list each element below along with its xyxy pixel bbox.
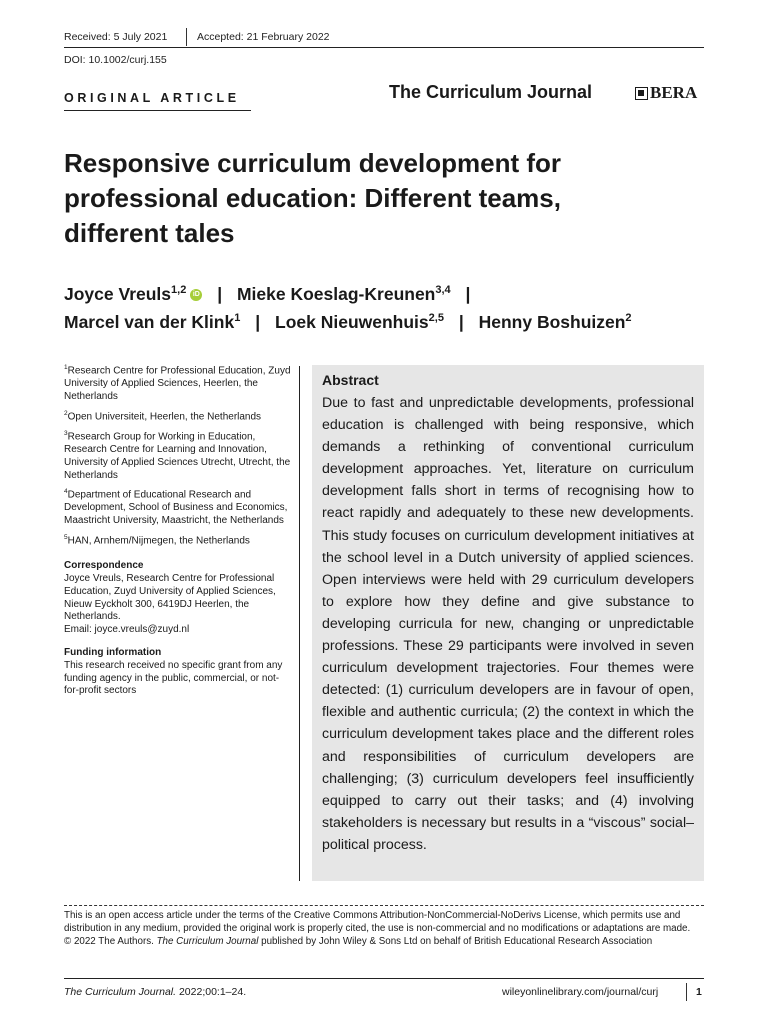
license-text: This is an open access article under the terms of the Creative Commons Attribution-NonCommercial-NoDerivs License, which permits use and distribution in any medium, provided the original work is properly cited, the use is non-commercial and no modifications or adaptations are made. xyxy=(64,910,691,934)
license-block xyxy=(64,909,704,948)
author-affil-ref: 1,2 xyxy=(171,284,187,296)
abstract-body: Due to fast and unpredictable developments, professional education is challenged with being responsive, which demands a rethinking of conventional curriculum development approaches. Yet, literature on curriculum development falls short in terms of recognising how to react rapidly and adequately to these new developments. This study focuses on curriculum development initiatives at the school level in a Dutch university of applied sciences. Open interviews were held with 29 curriculum developers to explore how they define and give substance to developing curricula for new, changing or unpredictable professions. These 29 participants were involved in seven curriculum development trajectories. Four themes were detected: (1) curriculum developers are in favour of open, flexible and authentic curricula; (2) the context in which the curriculum development takes place and the different roles and responsibilities of curriculum developers are challenging; (3) curriculum developers feel insufficiently equipped to carry out their tasks; and (4) involving stakeholders is necessary but results in a “viscous” social–political process. xyxy=(322,395,694,853)
authors-line-2 xyxy=(64,307,632,333)
affiliation-number: 3 xyxy=(64,429,68,437)
author-name[interactable]: Henny Boshuizen xyxy=(478,311,626,332)
author-separator: | xyxy=(458,311,464,332)
header-rule xyxy=(64,47,704,48)
author-name[interactable]: Joyce Vreuls xyxy=(64,283,172,304)
affiliation-item xyxy=(64,362,294,404)
affiliation-number: 5 xyxy=(64,534,68,542)
affiliation-text: Department of Educational Research and Development, School of Business and Economics, Maastricht University, Maastricht, the Netherlands xyxy=(64,489,288,527)
correspondence-text: Joyce Vreuls, Research Centre for Professional Education, Zuyd University of Applied Sciences, Nieuw Eyckholt 300, 6419DJ Heerlen, the Netherlands. xyxy=(64,573,276,623)
author-name[interactable]: Mieke Koeslag-Kreunen xyxy=(236,283,436,304)
author-separator: | xyxy=(255,311,261,332)
bera-mark-icon xyxy=(635,87,648,100)
citation-details: 2022;00:1–24. xyxy=(178,986,247,998)
affiliation-item xyxy=(64,486,294,528)
affiliation-item xyxy=(64,428,294,483)
affiliation-text: HAN, Arnhem/Nijmegen, the Netherlands xyxy=(67,535,250,547)
author-affil-ref: 3,4 xyxy=(435,284,451,296)
bera-logo-text: BERA xyxy=(650,83,698,102)
footer-rule xyxy=(64,978,704,979)
page-number: 1 xyxy=(696,986,702,998)
header-separator xyxy=(186,28,187,46)
orcid-icon[interactable]: iD xyxy=(190,289,202,301)
author-affil-ref: 2 xyxy=(625,312,632,324)
accepted-date: Accepted: 21 February 2022 xyxy=(197,31,330,43)
affiliation-number: 4 xyxy=(64,488,68,496)
funding-text: This research received no specific grant from any funding agency in the public, commercial, or not-for-profit sectors xyxy=(64,659,283,697)
author-separator: | xyxy=(465,283,471,304)
copyright-journal: The Curriculum Journal xyxy=(156,936,259,947)
author-affil-ref: 2,5 xyxy=(428,312,444,324)
author-name[interactable]: Loek Nieuwenhuis xyxy=(275,311,429,332)
footer-url-link[interactable]: wileyonlinelibrary.com/journal/curj xyxy=(502,986,659,998)
article-title: Responsive curriculum development for professional education: Different teams, different tales xyxy=(64,148,562,248)
affiliation-text: Open Universiteit, Heerlen, the Netherlands xyxy=(67,411,262,423)
funding-heading: Funding information xyxy=(64,646,162,658)
footnote-rule xyxy=(64,905,704,906)
column-divider xyxy=(299,366,300,881)
affiliation-text: Research Group for Working in Education, Research Centre for Learning and Innovation, University of Applied Sciences Utrecht, Utrecht, the Netherlands xyxy=(64,431,291,481)
author-affil-ref: 1 xyxy=(234,312,241,324)
affiliation-item xyxy=(64,532,294,548)
citation-journal: The Curriculum Journal. xyxy=(64,986,177,998)
affiliation-number: 1 xyxy=(64,364,68,371)
copyright-line xyxy=(64,935,704,948)
footer-separator xyxy=(686,983,687,1001)
journal-name: The Curriculum Journal xyxy=(389,82,593,102)
authors-line-1 xyxy=(64,279,480,305)
affiliations-column xyxy=(64,362,294,698)
author-separator: | xyxy=(217,283,223,304)
affiliation-text: Research Centre for Professional Education, Zuyd University of Applied Sciences, Heerlen, the Netherlands xyxy=(64,365,291,402)
footer-citation xyxy=(64,986,246,998)
affiliation-number: 2 xyxy=(64,409,68,417)
author-name[interactable]: Marcel van der Klink xyxy=(64,311,235,332)
bera-logo xyxy=(635,83,697,103)
abstract-heading: Abstract xyxy=(322,372,379,388)
article-type-label: ORIGINAL ARTICLE xyxy=(64,91,240,105)
received-date: Received: 5 July 2021 xyxy=(64,31,168,43)
correspondence-email[interactable]: Email: joyce.vreuls@zuyd.nl xyxy=(64,624,190,636)
copyright-prefix: © 2022 The Authors. xyxy=(64,936,154,947)
copyright-suffix: published by John Wiley & Sons Ltd on behalf of British Educational Research Association xyxy=(261,936,653,947)
affiliation-item xyxy=(64,408,294,424)
correspondence-heading: Correspondence xyxy=(64,560,144,572)
article-type-underline xyxy=(64,110,251,111)
doi-link[interactable]: DOI: 10.1002/curj.155 xyxy=(64,54,167,66)
